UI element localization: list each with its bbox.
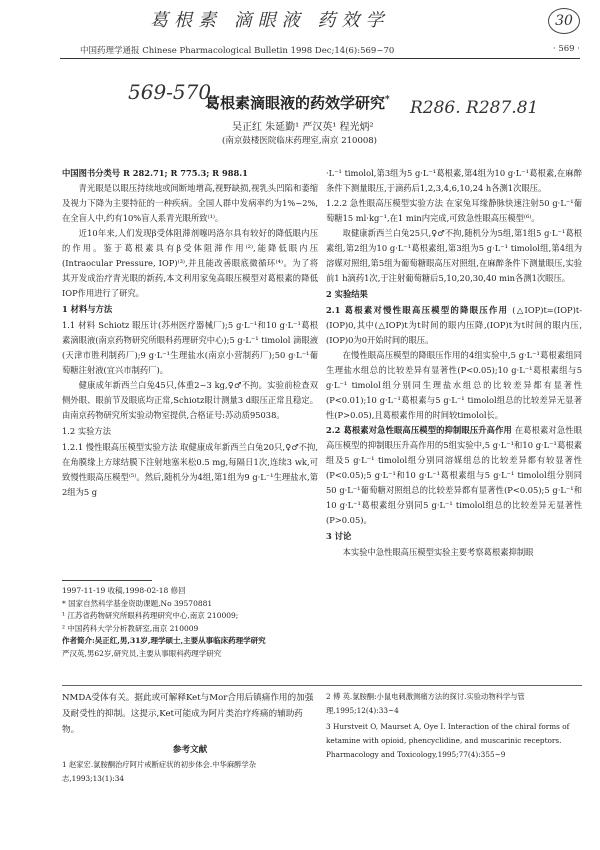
- page-number: · 569 ·: [552, 44, 580, 54]
- author-bio: 作者简介:吴正红,男,31岁,理学硕士,主要从事临床药理学研究: [62, 636, 266, 645]
- method-para-2: 1.2.2 急性眼高压模型实验方法 在家兔耳缘静脉快速注射50 g·L⁻¹葡萄糖15 ml·kg⁻¹,在1 min内完成,可致急性眼高压模型⁽⁶⁾。: [326, 198, 582, 223]
- references-title: 参考文献: [172, 745, 208, 755]
- discussion-para: 本实验中急性眼高压模型实验主要考察葛根素抑制眼: [342, 547, 534, 557]
- article-separator: [62, 685, 582, 686]
- article-title: [205, 92, 390, 113]
- journal-header: [80, 44, 580, 56]
- author-bio-2: 严汉英,男62岁,研究员,主要从事眼科药理学研究: [62, 648, 222, 658]
- section-heading-results: 2 实验结果: [326, 289, 368, 299]
- affiliation-note-1: ¹ 江苏省药物研究所眼科药理研究中心,南京 210009;: [62, 611, 239, 620]
- footnotes: [62, 585, 318, 660]
- animals-para: 健康成年新西兰白兔45只,体重2~3 kg,♀♂不拘。实验前检查双侧外眼、眼前节及眼底均正常,Schiotz眼计测量3 d眼压正常且稳定。由南京药物研究所实验动物室提供,合格证号:苏动质95038。: [62, 380, 318, 420]
- method-para-2b: 取健康新西兰白兔25只,♀♂不拘,随机分为5组,第1组5 g·L⁻¹葛根素组,第2组为10 g·L⁻¹葛根素组,第3组为5 g·L⁻¹ timolol组,第4组为溶媒对照组,第5组为葡萄糖眼高压对照组,在麻醉条件下测量眼压,实验前1 h滴药1次,于注射葡萄糖后5,10,20,30,40 min各测1次眼压。: [326, 228, 582, 283]
- handwritten-class: R286. R287.81: [410, 98, 539, 118]
- method-para-1-cont: ·L⁻¹ timolol,第3组为5 g·L⁻¹葛根素,第4组为10 g·L⁻¹葛根素,在麻醉条件下测量眼压,于滴药后1,2,3,4,6,10,24 h各测1次眼压。: [326, 168, 582, 193]
- materials-para: 1.1 材料 Schiotz 眼压计(苏州医疗器械厂);5 g·L⁻¹和10 g·L⁻¹葛根素滴眼液(南京药物研究所眼科药理研究中心);5 g·L⁻¹ timolol 滴眼液(天津市胜利制药厂);9 g·L⁻¹生理盐水(南京小营制药厂);50 g·L⁻¹葡萄糖注射液(宜兴市制药厂)。: [62, 320, 318, 375]
- results-1-formula: (△IOP)t=(IOP)t-(IOP)0,其中(△IOP)t为t时间的眼内压降,(IOP)t为t时间的眼内压,(IOP)0为0开始时间的眼压。: [326, 305, 582, 345]
- handwritten-note-top: 葛根素 滴眼液 药效学: [150, 10, 390, 31]
- results-1-text: 在慢性眼高压模型的降眼压作用的4组实验中,5 g·L⁻¹葛根素组同生理盐水组总的比较差异有显著性(P<0.05);10 g·L⁻¹葛根素组与5 g·L⁻¹ timolol组分别同生理盐水组总的比较差异都有显著性(P<0.01);10 g·L⁻¹葛根素与5 g·L⁻¹ timolol组总的比较差异无显著性(P>0.05),且葛根素作用的时间较timolol长。: [326, 350, 582, 420]
- title-text: 葛根素滴眼液的药效学研究: [205, 94, 386, 112]
- affiliation: (南京鼓楼医院临床药理室,南京 210008): [222, 136, 377, 146]
- intro-para-2: 近10年来,人们发现β受体阻滞剂噻吗洛尔具有较好的降低眼内压的作用。鉴于葛根素具有β受体阻滞作用⁽²⁾,能降低眼内压(Intraocular Pressure, IOP)⁽³⁾,并且能改善眼底微循环⁽⁴⁾。为了将其开发成治疗青光眼的新药,本文利用家兔高眼压模型对葛根素的降低IOP作用进行了研究。: [62, 228, 318, 298]
- subsection-heading-method: 1.2 实验方法: [62, 426, 112, 436]
- results-1-heading: 2.1 葛根素对慢性眼高压模型的降眼压作用: [326, 305, 509, 315]
- results-2: [326, 423, 582, 528]
- results-2-heading: 2.2 葛根素对急性眼高压模型的抑制眼压升高作用: [326, 425, 512, 435]
- received-date: 1997-11-19 收稿,1998-02-18 修回: [62, 586, 186, 595]
- handwritten-pages: 569-570: [128, 80, 212, 104]
- journal-citation: 中国药理学通报 Chinese Pharmacological Bulletin 1998 Dec;14(6):569~70: [80, 46, 395, 56]
- clc-numbers: 中国图书分类号 R 282.71; R 775.3; R 988.1: [62, 168, 248, 178]
- intro-para-1: 青光眼是以眼压持续地或间断地增高,视野缺损,视乳头凹陷和萎缩及视力下降为主要特征的一种疾病。全国人群中发病率约为1%~2%,在全盲人中,约有10%盲人系青光眼所致⁽¹⁾。: [62, 183, 318, 223]
- footnote-rule: [62, 580, 152, 581]
- results-1: [326, 303, 582, 348]
- handwritten-page-circle: 30: [548, 8, 580, 34]
- section-heading-discussion: 3 讨论: [326, 531, 352, 541]
- prev-article-text: NMDA受体有关。据此或可解释Ket与Mor合用后镇痛作用的加强及耐受性的抑制。这提示,Ket可能成为阿片类治疗疼痛的辅助药物。: [62, 693, 314, 735]
- right-column: [326, 166, 582, 560]
- authors: 吴正红 朱延勤¹ 严汉英¹ 程光炳²: [232, 122, 374, 133]
- results-2-text: 在葛根素对急性眼高压模型的抑制眼压升高作用的5组实验中,5 g·L⁻¹和10 g·L⁻¹葛根素组及5 g·L⁻¹ timolol组分别同溶媒组总的比较差异都有较显著性(P<0.05);5 g·L⁻¹和10 g·L⁻¹葛根素组与5 g·L⁻¹ timolol组分别同50 g·L⁻¹葡萄糖对照组总的比较差异都有显著性(P<0.05);5 g·L⁻¹和10 g·L⁻¹葛根素组分别同5 g·L⁻¹ timolol组总的比较差异无显著性(P>0.05)。: [326, 425, 582, 525]
- reference-1: 1 赵家宏.氯胺酮治疗阿片戒断症状的初步体会.中华麻醉学杂志,1993;13(1):34: [62, 760, 257, 783]
- section-heading-methods: 1 材料与方法: [62, 304, 113, 314]
- header-rule: [60, 58, 580, 59]
- method-para-1: 1.2.1 慢性眼高压模型实验方法 取健康成年新西兰白兔20只,♀♂不拘,在角膜缘上方球结膜下注射地塞米松0.5 mg,每隔日1次,连续3 wk,可致慢性眼高压模型⁽⁵⁾。然后,随机分为4组,第1组为9 g·L⁻¹生理盐水,第2组为5 g: [62, 442, 318, 497]
- title-mark: *: [385, 95, 390, 105]
- fund-note: * 国家自然科学基金资助课题,No 39570881: [62, 598, 213, 608]
- previous-article-tail: [62, 690, 318, 786]
- affiliation-note-2: ² 中国药科大学分析教研室,南京 210009: [62, 623, 199, 633]
- reference-2: 2 傅 英.氯胺酮:小鼠电刺激测痛方法的探讨.实验动物科学与管理,1995;12(4):33~4: [326, 692, 525, 715]
- references-list: [326, 690, 582, 764]
- reference-3: 3 Hurstveit O, Maurset A, Oye I. Interaction of the chiral forms of ketamine with opioid, phencyclidine, and muscarinic receptors. Pharmacology and Toxicology,1995;77(4):355~9: [326, 722, 570, 759]
- left-column: [62, 166, 318, 500]
